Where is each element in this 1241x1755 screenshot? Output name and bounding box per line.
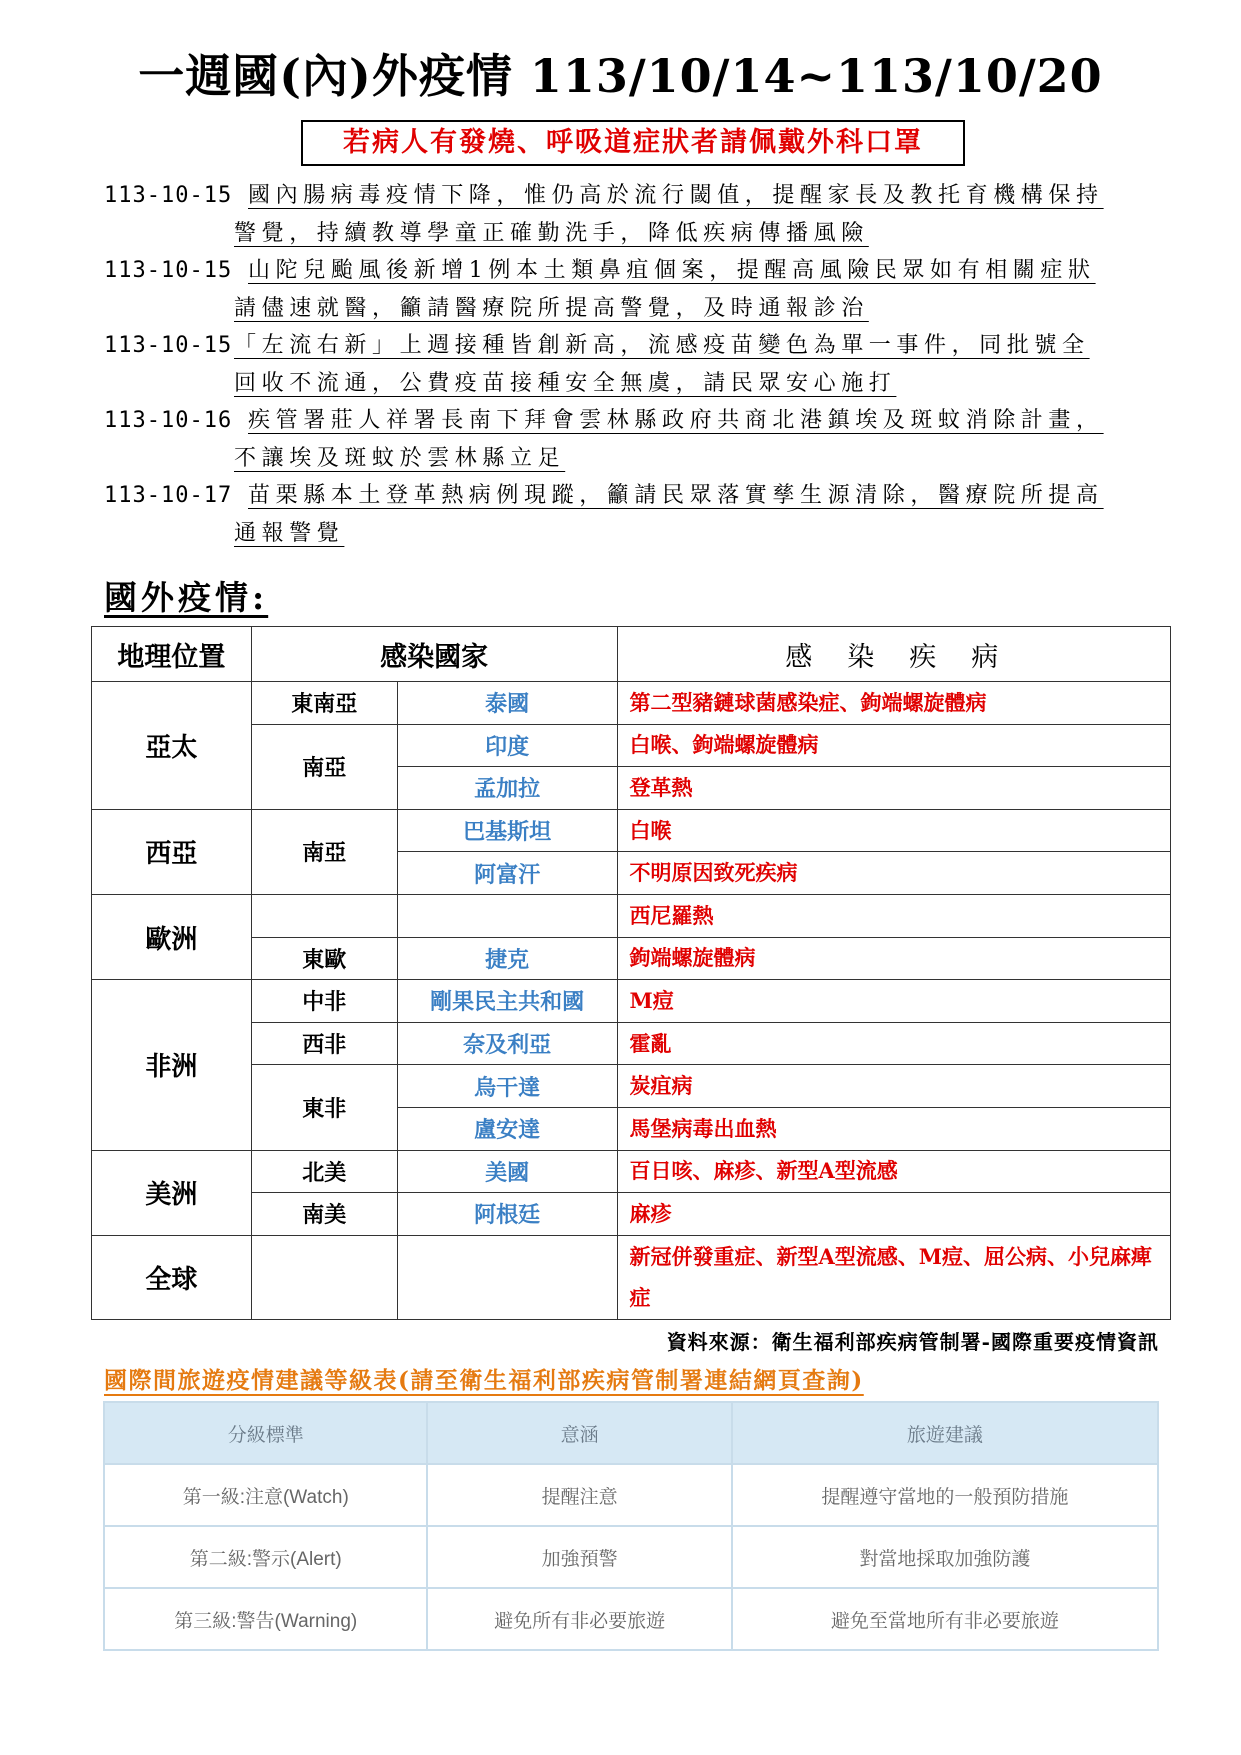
level-cell: 第一級:注意(Watch) xyxy=(104,1464,427,1526)
table-row xyxy=(92,682,1171,725)
region-cell: 亞太 xyxy=(92,682,252,810)
table-row xyxy=(104,1526,1158,1588)
disease-cell: 白喉、鉤端螺旋體病 xyxy=(617,724,1171,767)
subregion-cell: 西非 xyxy=(251,1022,397,1065)
disease-cell: 新冠併發重症、新型A型流感、M痘、屈公病、小兒麻痺症 xyxy=(617,1235,1171,1319)
country-cell: 巴基斯坦 xyxy=(397,809,617,852)
header-country: 感染國家 xyxy=(251,627,617,682)
country-cell: 阿根廷 xyxy=(397,1193,617,1236)
mask-warning-banner: 若病人有發燒、呼吸道症狀者請佩戴外科口罩 xyxy=(301,120,965,166)
country-cell: 印度 xyxy=(397,724,617,767)
table-row xyxy=(92,1150,1171,1193)
subregion-cell: 東南亞 xyxy=(251,682,397,725)
table-row xyxy=(92,724,1171,767)
table-row xyxy=(92,937,1171,980)
foreign-section-heading: 國外疫情: xyxy=(104,578,269,617)
region-cell: 歐洲 xyxy=(92,894,252,979)
advice-cell: 對當地採取加強防護 xyxy=(732,1526,1158,1588)
table-row xyxy=(92,1065,1171,1108)
header-location: 地理位置 xyxy=(92,627,252,682)
subregion-cell: 東歐 xyxy=(251,937,397,980)
region-cell: 美洲 xyxy=(92,1150,252,1235)
news-date: 113-10-17 xyxy=(104,483,233,508)
news-item xyxy=(104,177,1144,252)
table-header-row xyxy=(92,627,1171,682)
subregion-cell: 南亞 xyxy=(251,724,397,809)
region-cell: 全球 xyxy=(92,1235,252,1319)
news-item xyxy=(104,477,1144,552)
country-cell: 烏干達 xyxy=(397,1065,617,1108)
header-meaning: 意涵 xyxy=(427,1402,731,1464)
table-header-row xyxy=(104,1402,1158,1464)
news-text[interactable]: 山陀兒颱風後新增1例本土類鼻疽個案，提醒高風險民眾如有相關症狀 請儘速就醫，籲請醫療院所提高警覺，及時通報診治 xyxy=(234,258,1096,321)
meaning-cell: 提醒注意 xyxy=(427,1464,731,1526)
table-row xyxy=(104,1464,1158,1526)
disease-cell: 白喉 xyxy=(617,809,1171,852)
level-cell: 第二級:警示(Alert) xyxy=(104,1526,427,1588)
travel-advisory-table xyxy=(103,1401,1159,1651)
subregion-cell xyxy=(251,894,397,937)
news-text[interactable]: 「左流右新」上週接種皆創新高，流感疫苗變色為單一事件，同批號全 回收不流通，公費疫苗接種安全無虞，請民眾安心施打 xyxy=(234,333,1090,396)
advice-cell: 提醒遵守當地的一般預防措施 xyxy=(732,1464,1158,1526)
disease-cell: 鉤端螺旋體病 xyxy=(617,937,1171,980)
news-item xyxy=(104,252,1144,327)
table-row xyxy=(92,980,1171,1023)
news-date: 113-10-15 xyxy=(104,183,233,208)
level-cell: 第三級:警告(Warning) xyxy=(104,1588,427,1650)
news-date: 113-10-16 xyxy=(104,408,233,433)
country-cell: 泰國 xyxy=(397,682,617,725)
table-row xyxy=(92,1235,1171,1319)
country-cell: 孟加拉 xyxy=(397,767,617,810)
disease-cell: 西尼羅熱 xyxy=(617,894,1171,937)
news-text[interactable]: 苗栗縣本土登革熱病例現蹤，籲請民眾落實孳生源清除，醫療院所提高 通報警覺 xyxy=(234,483,1104,546)
disease-cell: 百日咳、麻疹、新型A型流感 xyxy=(617,1150,1171,1193)
news-date: 113-10-15 xyxy=(104,258,233,283)
country-cell: 捷克 xyxy=(397,937,617,980)
news-item xyxy=(104,327,1144,402)
country-cell: 奈及利亞 xyxy=(397,1022,617,1065)
data-source: 資料來源：衛生福利部疾病管制署-國際重要疫情資訊 xyxy=(666,1330,1159,1354)
subregion-cell: 中非 xyxy=(251,980,397,1023)
country-cell: 盧安達 xyxy=(397,1107,617,1150)
country-cell xyxy=(397,894,617,937)
table-row xyxy=(92,894,1171,937)
country-cell xyxy=(397,1235,617,1319)
table-row xyxy=(104,1588,1158,1650)
advice-cell: 避免至當地所有非必要旅遊 xyxy=(732,1588,1158,1650)
travel-advisory-link[interactable]: 國際間旅遊疫情建議等級表(請至衛生福利部疾病管制署連結網頁查詢) xyxy=(104,1367,864,1394)
disease-cell: 馬堡病毒出血熱 xyxy=(617,1107,1171,1150)
disease-cell: 炭疽病 xyxy=(617,1065,1171,1108)
news-text[interactable]: 國內腸病毒疫情下降，惟仍高於流行閾值，提醒家長及教托育機構保持 警覺，持續教導學童正確勤洗手，降低疾病傳播風險 xyxy=(234,183,1104,246)
disease-cell: 不明原因致死疾病 xyxy=(617,852,1171,895)
region-cell: 西亞 xyxy=(92,809,252,894)
subregion-cell: 東非 xyxy=(251,1065,397,1150)
subregion-cell: 南亞 xyxy=(251,809,397,894)
header-disease: 感 染 疾 病 xyxy=(617,627,1171,682)
disease-cell: 麻疹 xyxy=(617,1193,1171,1236)
subregion-cell xyxy=(251,1235,397,1319)
news-date: 113-10-15 xyxy=(104,333,233,358)
domestic-news-list xyxy=(104,177,1144,552)
page-title: 一週國(內)外疫情 113/10/14~113/10/20 xyxy=(138,49,1103,103)
table-row xyxy=(92,1193,1171,1236)
header-advice: 旅遊建議 xyxy=(732,1402,1158,1464)
header-level: 分級標準 xyxy=(104,1402,427,1464)
subregion-cell: 南美 xyxy=(251,1193,397,1236)
subregion-cell: 北美 xyxy=(251,1150,397,1193)
news-item xyxy=(104,402,1144,477)
meaning-cell: 加強預警 xyxy=(427,1526,731,1588)
foreign-disease-table xyxy=(91,626,1171,1320)
table-row xyxy=(92,1022,1171,1065)
region-cell: 非洲 xyxy=(92,980,252,1150)
disease-cell: 第二型豬鏈球菌感染症、鉤端螺旋體病 xyxy=(617,682,1171,725)
disease-cell: 霍亂 xyxy=(617,1022,1171,1065)
news-text[interactable]: 疾管署莊人祥署長南下拜會雲林縣政府共商北港鎮埃及斑蚊消除計畫， 不讓埃及斑蚊於雲林縣立足 xyxy=(234,408,1104,471)
meaning-cell: 避免所有非必要旅遊 xyxy=(427,1588,731,1650)
country-cell: 剛果民主共和國 xyxy=(397,980,617,1023)
country-cell: 阿富汗 xyxy=(397,852,617,895)
disease-cell: 登革熱 xyxy=(617,767,1171,810)
disease-cell: M痘 xyxy=(617,980,1171,1023)
table-row xyxy=(92,809,1171,852)
country-cell: 美國 xyxy=(397,1150,617,1193)
